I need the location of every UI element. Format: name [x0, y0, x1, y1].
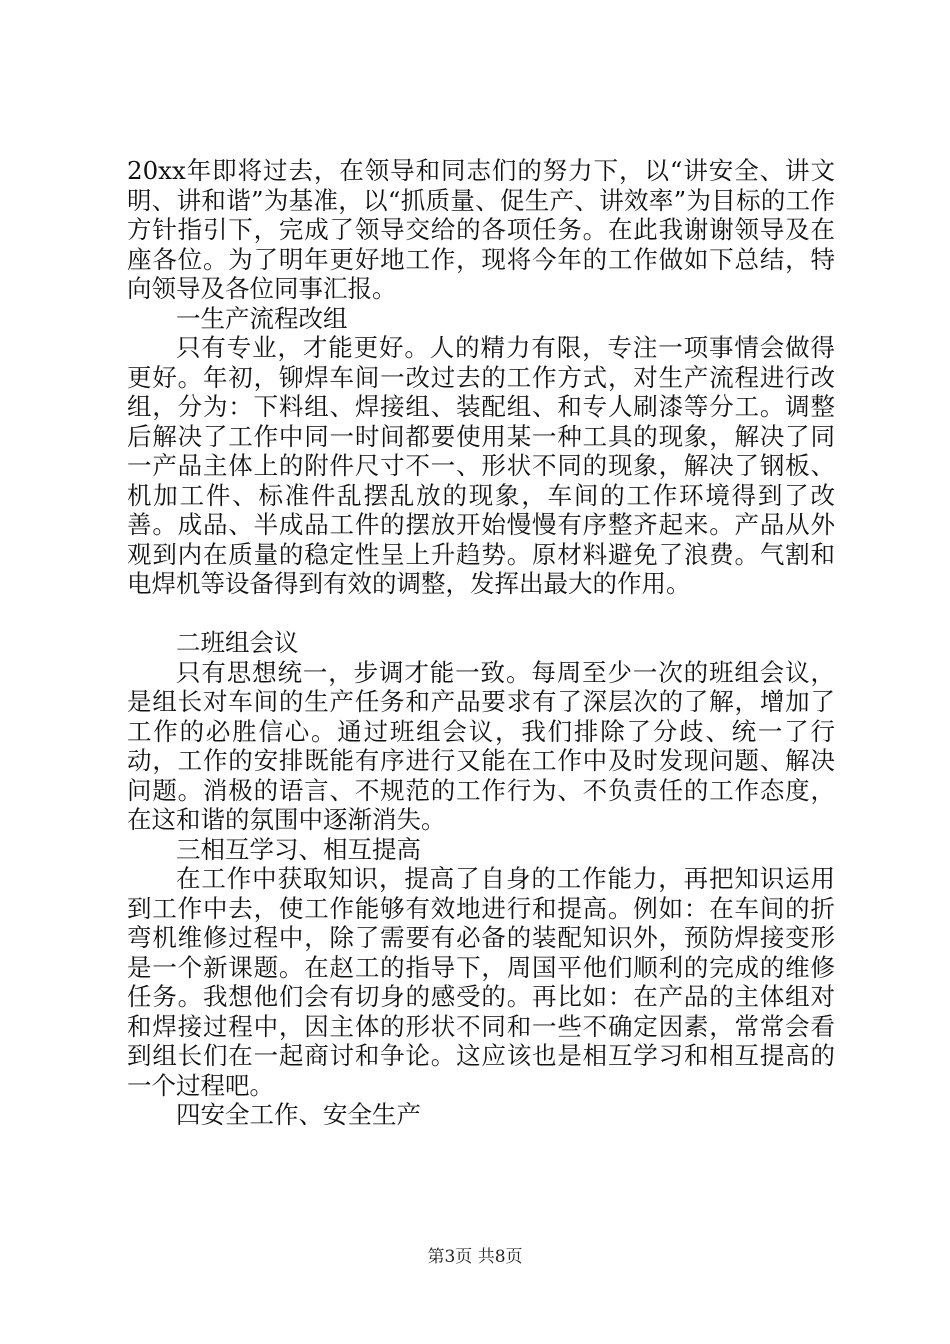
section-body-3: 在工作中获取知识，提高了自身的工作能力，再把知识运用到工作中去，使工作能够有效地进行和提高。例如：在车间的折弯机维修过程中，除了需要有必备的装配知识外，预防焊接变形是一个新课题。在赵工的指导下，周国平他们顺利的完成的维修任务。我想他们会有切身的感受的。再比如：在产品的主体组对和焊接过程中，因主体的形状不同和一些不确定因素，常常会看到组长们在一起商讨和争论。这应该也是相互学习和相互提高的一个过程吧。	[127, 864, 835, 1100]
page-number-footer: 第3页 共8页	[427, 1247, 523, 1267]
section-heading-2: 二班组会议	[176, 628, 299, 657]
section-body-2: 只有思想统一，步调才能一致。每周至少一次的班组会议，是组长对车间的生产任务和产品要求有了深层次的了解，增加了工作的必胜信心。通过班组会议，我们排除了分歧、统一了行动，工作的安排既能有序进行又能在工作中及时发现问题、解决问题。消极的语言、不规范的工作行为、不负责任的工作态度，在这和谐的氛围中逐渐消失。	[127, 657, 835, 834]
intro-paragraph: 20xx年即将过去，在领导和同志们的努力下，以“讲安全、讲文明、讲和谐”为基准，以“抓质量、促生产、讲效率”为目标的工作方针指引下，完成了领导交给的各项任务。在此我谢谢领导及在座各位。为了明年更好地工作，现将今年的工作做如下总结，特向领导及各位同事汇报。	[127, 156, 835, 303]
section-heading-1: 一生产流程改组	[176, 303, 348, 333]
document-body	[127, 156, 835, 1130]
paragraph-spacer	[127, 599, 835, 629]
section-heading-4: 四安全工作、安全生产	[176, 1100, 421, 1129]
section-body-1: 只有专业，才能更好。人的精力有限，专注一项事情会做得更好。年初，铆焊车间一改过去的工作方式，对生产流程进行改组，分为：下料组、焊接组、装配组、和专人刷漆等分工。调整后解决了工作中同一时间都要使用某一种工具的现象，解决了同一产品主体上的附件尺寸不一、形状不同的现象，解决了钢板、机加工件、标准件乱摆乱放的现象，车间的工作环境得到了改善。成品、半成品工件的摆放开始慢慢有序整齐起来。产品从外观到内在质量的稳定性呈上升趋势。原材料避免了浪费。气割和电焊机等设备得到有效的调整，发挥出最大的作用。	[127, 333, 835, 598]
section-heading-3: 三相互学习、相互提高	[176, 834, 421, 864]
